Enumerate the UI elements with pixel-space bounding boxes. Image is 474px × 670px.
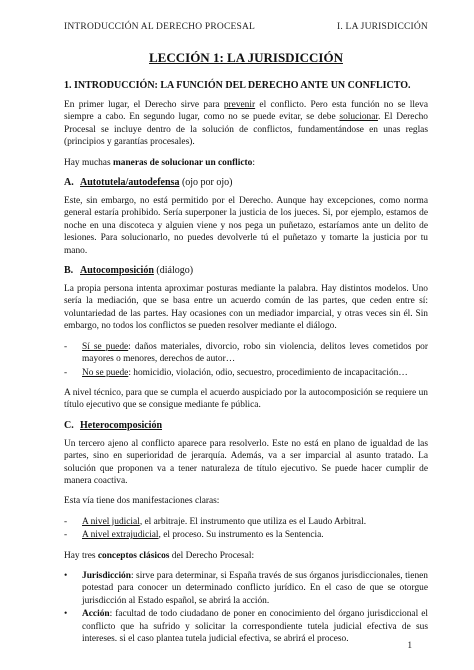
subsection-a-heading xyxy=(64,177,428,188)
list-item-lead: A nivel extrajudicial xyxy=(82,530,159,541)
list-item-text: , el arbitraje. El instrumento que utiliza es el Laudo Arbitral. xyxy=(139,516,367,527)
concept-definition: : facultad de todo ciudadano de poner en conocimiento del órgano jurisdiccional el conflicto que ha sufrido y solicitar la correspondiente tutela judicial efectiva de sus intereses. si el caso plantea tutela judicial efectiva, se abrirá el proceso. xyxy=(82,609,428,644)
intro-text-c: . El Derecho Procesal se incluye dentro de la solución de conflictos, fundamentándose en unas reglas (principios y garantías procesales). xyxy=(64,112,428,148)
concepts-intro xyxy=(64,550,428,562)
list-item-lead: No se puede xyxy=(82,367,129,378)
bullet-icon: • xyxy=(64,570,68,581)
page-number: 1 xyxy=(407,640,412,650)
subsection-b-list xyxy=(64,341,428,379)
subsection-b-text: La propia persona intenta aproximar posturas mediante la palabra. Hay distintos modelos. Uno sería la mediación, que se basa entre un acuerdo común de las partes, que ceden entre sí: voluntariedad de las partes. Hay ocasiones con un mediador imparcial, y otras veces sin él. Sin embargo, no todos los conflictos se pueden resolver mediante el diálogo. xyxy=(64,284,428,332)
intro-text-b: el conflicto. Pero esta función no se lleva siempre a cabo. En segundo lugar, como no se puede evitar, se debe xyxy=(64,100,428,123)
subsection-b-heading xyxy=(64,265,428,276)
ways-paragraph xyxy=(64,157,428,169)
list-item xyxy=(64,608,428,645)
list-marker: - xyxy=(64,516,68,527)
concepts-list xyxy=(64,570,428,645)
section-heading: 1. INTRODUCCIÓN: LA FUNCIÓN DEL DERECHO ANTE UN CONFLICTO. xyxy=(64,80,411,91)
header-right: I. LA JURISDICCIÓN xyxy=(337,22,428,32)
list-item xyxy=(64,367,428,379)
list-marker: - xyxy=(64,341,68,352)
list-item xyxy=(64,516,428,528)
list-item xyxy=(64,529,428,541)
list-item-text: : homicidio, violación, odio, secuestro, procedimiento de incapacitación… xyxy=(128,367,408,378)
intro-paragraph xyxy=(64,99,428,149)
ways-bold: maneras de solucionar un conflicto xyxy=(112,157,253,168)
running-header xyxy=(64,22,428,32)
intro-text-a: En primer lugar, el Derecho sirve para xyxy=(64,100,224,110)
subsection-c-heading xyxy=(64,420,428,431)
list-item-text: : daños materiales, divorcio, robo sin violencia, delitos leves cometidos por mayores o menores, derechos de autor… xyxy=(82,341,428,365)
concepts-text-a: Hay tres xyxy=(64,550,98,561)
subsection-b-note: (diálogo) xyxy=(153,265,194,277)
list-marker: - xyxy=(64,530,68,541)
list-item xyxy=(64,341,428,366)
subsection-b-after: A nivel técnico, para que se cumpla el acuerdo auspiciado por la autocomposición se requiere un título ejecutivo que se consigue mediante fe pública. xyxy=(64,387,428,411)
concept-term: Acción xyxy=(82,609,110,620)
subsection-c-text: Un tercero ajeno al conflicto aparece para resolverlo. Este no está en plano de igualdad de las partes, sino en superioridad de jerarquía. Además, va a ser imparcial al asunto tratado. La solución que proponen va a tener naturaleza de título ejecutivo. Se puede hacer cumplir de manera coactiva. xyxy=(64,438,428,486)
subsection-a-letter: A. xyxy=(64,177,74,189)
header-left: INTRODUCCIÓN AL DERECHO PROCESAL xyxy=(64,22,256,32)
bullet-icon: • xyxy=(64,609,68,620)
subsection-c-list xyxy=(64,516,428,542)
list-item-text: , el proceso. Su instrumento es la Sentencia. xyxy=(158,530,324,541)
concept-term: Jurisdicción xyxy=(82,570,131,581)
subsection-a-note: (ojo por ojo) xyxy=(179,177,233,189)
subsection-c-title: Heterocomposición xyxy=(80,419,163,431)
list-item-lead: Sí se puede xyxy=(82,341,129,352)
concepts-bold: conceptos clásicos xyxy=(97,550,170,561)
concepts-text-b: del Derecho Procesal: xyxy=(169,550,255,561)
list-item xyxy=(64,570,428,607)
list-marker: - xyxy=(64,367,68,378)
subsection-a-title: Autotutela/autodefensa xyxy=(80,177,180,189)
ways-text-b: : xyxy=(252,157,255,168)
term-solucionar: solucionar xyxy=(339,112,378,123)
term-prevenir: prevenir xyxy=(223,100,256,110)
subsection-b-title: Autocomposición xyxy=(80,265,154,277)
subsection-b-letter: B. xyxy=(64,265,74,277)
subsection-a-text: Este, sin embargo, no está permitido por el Derecho. Aunque hay excepciones, como norma general estaría prohibido. Sería superponer la justicia de los jueces. Si, por ejemplo, estamos de noche en una discoteca y alguien viene y nos pega un puñetazo, estaríamos ante un delito de lesiones. Para solucionarlo, no puedes devolverle tú el puñetazo y tomarte la justicia por tu mano. xyxy=(64,196,428,256)
ways-text-a: Hay muchas xyxy=(64,157,113,168)
subsection-c-letter: C. xyxy=(64,419,74,431)
list-item-lead: A nivel judicial xyxy=(82,516,140,527)
concept-definition: : sirve para determinar, si España través de sus órganos jurisdiccionales, tienen potestad para conocer un determinado conflicto jurídico. En el caso de que se otorgue jurisdicción al Estado español, se abrirá la acción. xyxy=(82,570,428,606)
subsection-c-intro: Esta vía tiene dos manifestaciones claras: xyxy=(64,496,220,507)
lesson-title: LECCIÓN 1: LA JURISDICCIÓN xyxy=(149,50,343,65)
